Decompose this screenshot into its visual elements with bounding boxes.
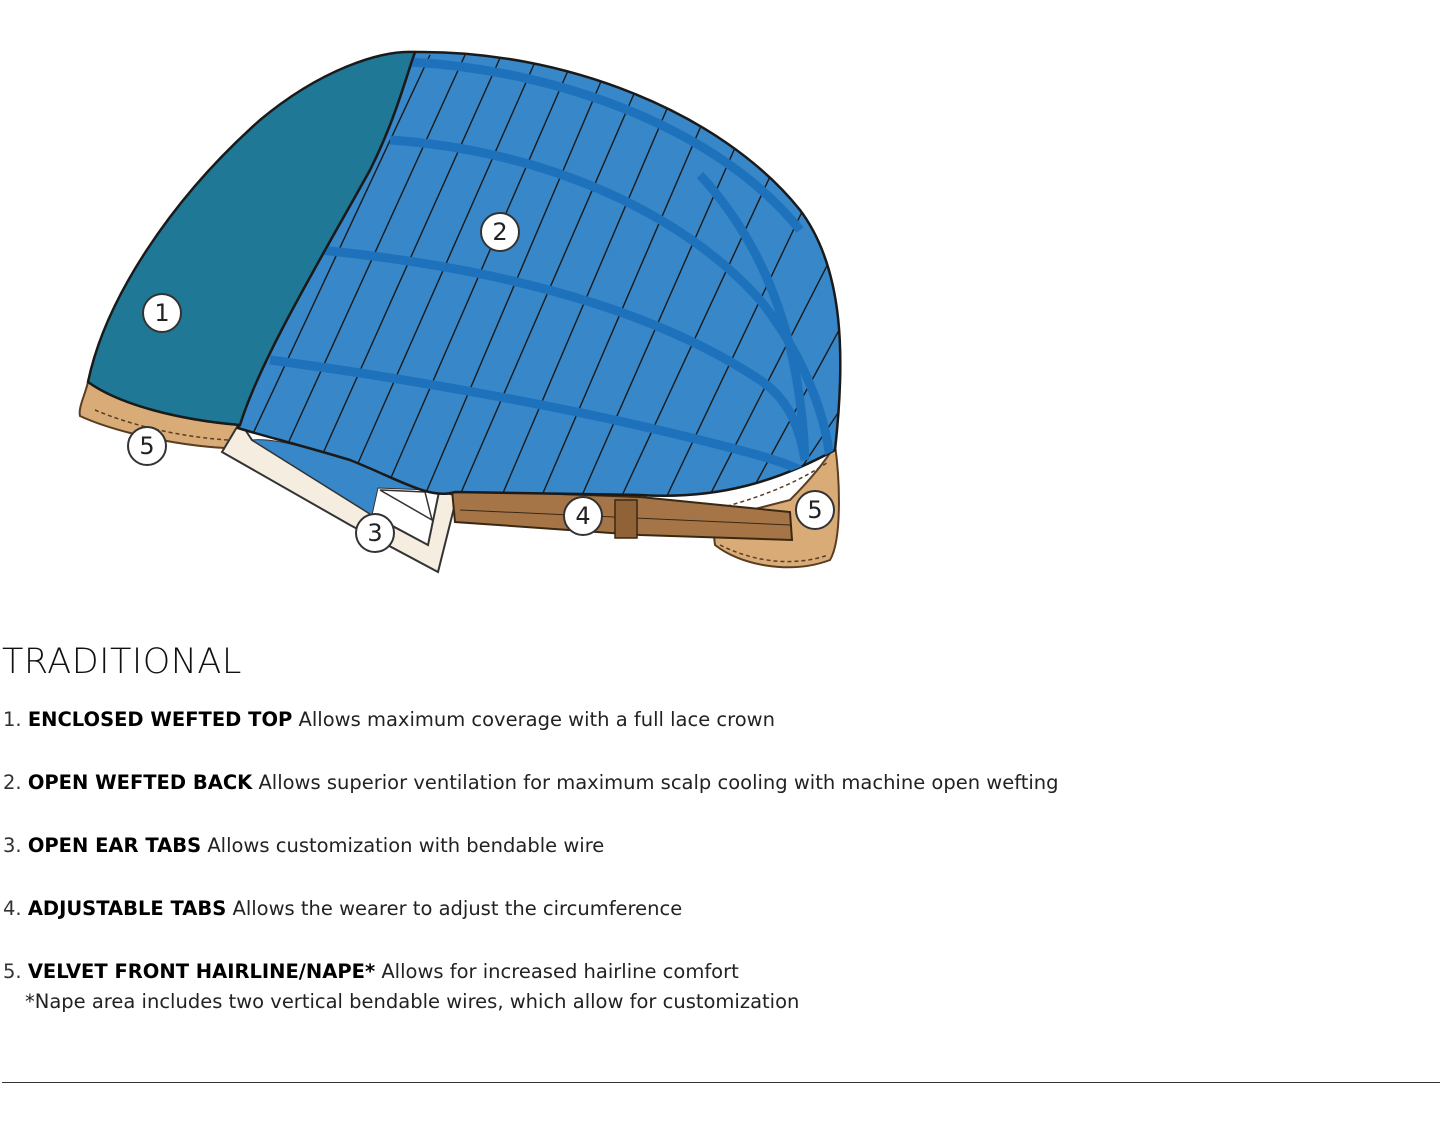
svg-text:5: 5 xyxy=(807,496,823,524)
feature-number: 5. xyxy=(3,960,22,983)
feature-name: ENCLOSED WEFTED TOP xyxy=(27,708,293,731)
feature-item xyxy=(3,769,1203,797)
svg-text:3: 3 xyxy=(367,519,383,547)
feature-name: OPEN EAR TABS xyxy=(27,834,202,857)
wig-cap-diagram xyxy=(0,0,900,600)
feature-item xyxy=(3,895,1203,923)
feature-number: 2. xyxy=(3,771,22,794)
svg-text:1: 1 xyxy=(154,299,170,327)
feature-description: Allows superior ventilation for maximum scalp cooling with machine open wefting xyxy=(258,771,1059,794)
callout-5-nape xyxy=(796,491,834,529)
svg-text:4: 4 xyxy=(575,502,591,530)
feature-name: VELVET FRONT HAIRLINE/NAPE* xyxy=(27,960,376,983)
section-title: TRADITIONAL xyxy=(2,642,242,682)
feature-number: 3. xyxy=(3,834,22,857)
feature-description: Allows the wearer to adjust the circumference xyxy=(232,897,683,920)
callout-2 xyxy=(481,213,519,251)
wig-cap-illustration xyxy=(0,0,900,600)
feature-list xyxy=(3,706,1203,1051)
feature-name: OPEN WEFTED BACK xyxy=(27,771,253,794)
feature-footnote: *Nape area includes two vertical bendable wires, which allow for customization xyxy=(25,990,800,1013)
feature-name: ADJUSTABLE TABS xyxy=(27,897,227,920)
feature-description: Allows customization with bendable wire xyxy=(207,834,605,857)
callout-1 xyxy=(143,294,181,332)
divider xyxy=(2,1082,1440,1083)
callout-4 xyxy=(564,497,602,535)
svg-text:2: 2 xyxy=(492,218,508,246)
feature-item xyxy=(3,958,1203,1016)
callout-3 xyxy=(356,514,394,552)
svg-text:5: 5 xyxy=(139,432,155,460)
feature-number: 1. xyxy=(3,708,22,731)
feature-description: Allows for increased hairline comfort xyxy=(381,960,739,983)
feature-item xyxy=(3,832,1203,860)
feature-number: 4. xyxy=(3,897,22,920)
feature-description: Allows maximum coverage with a full lace crown xyxy=(298,708,775,731)
callout-5-front xyxy=(128,427,166,465)
feature-item xyxy=(3,706,1203,734)
